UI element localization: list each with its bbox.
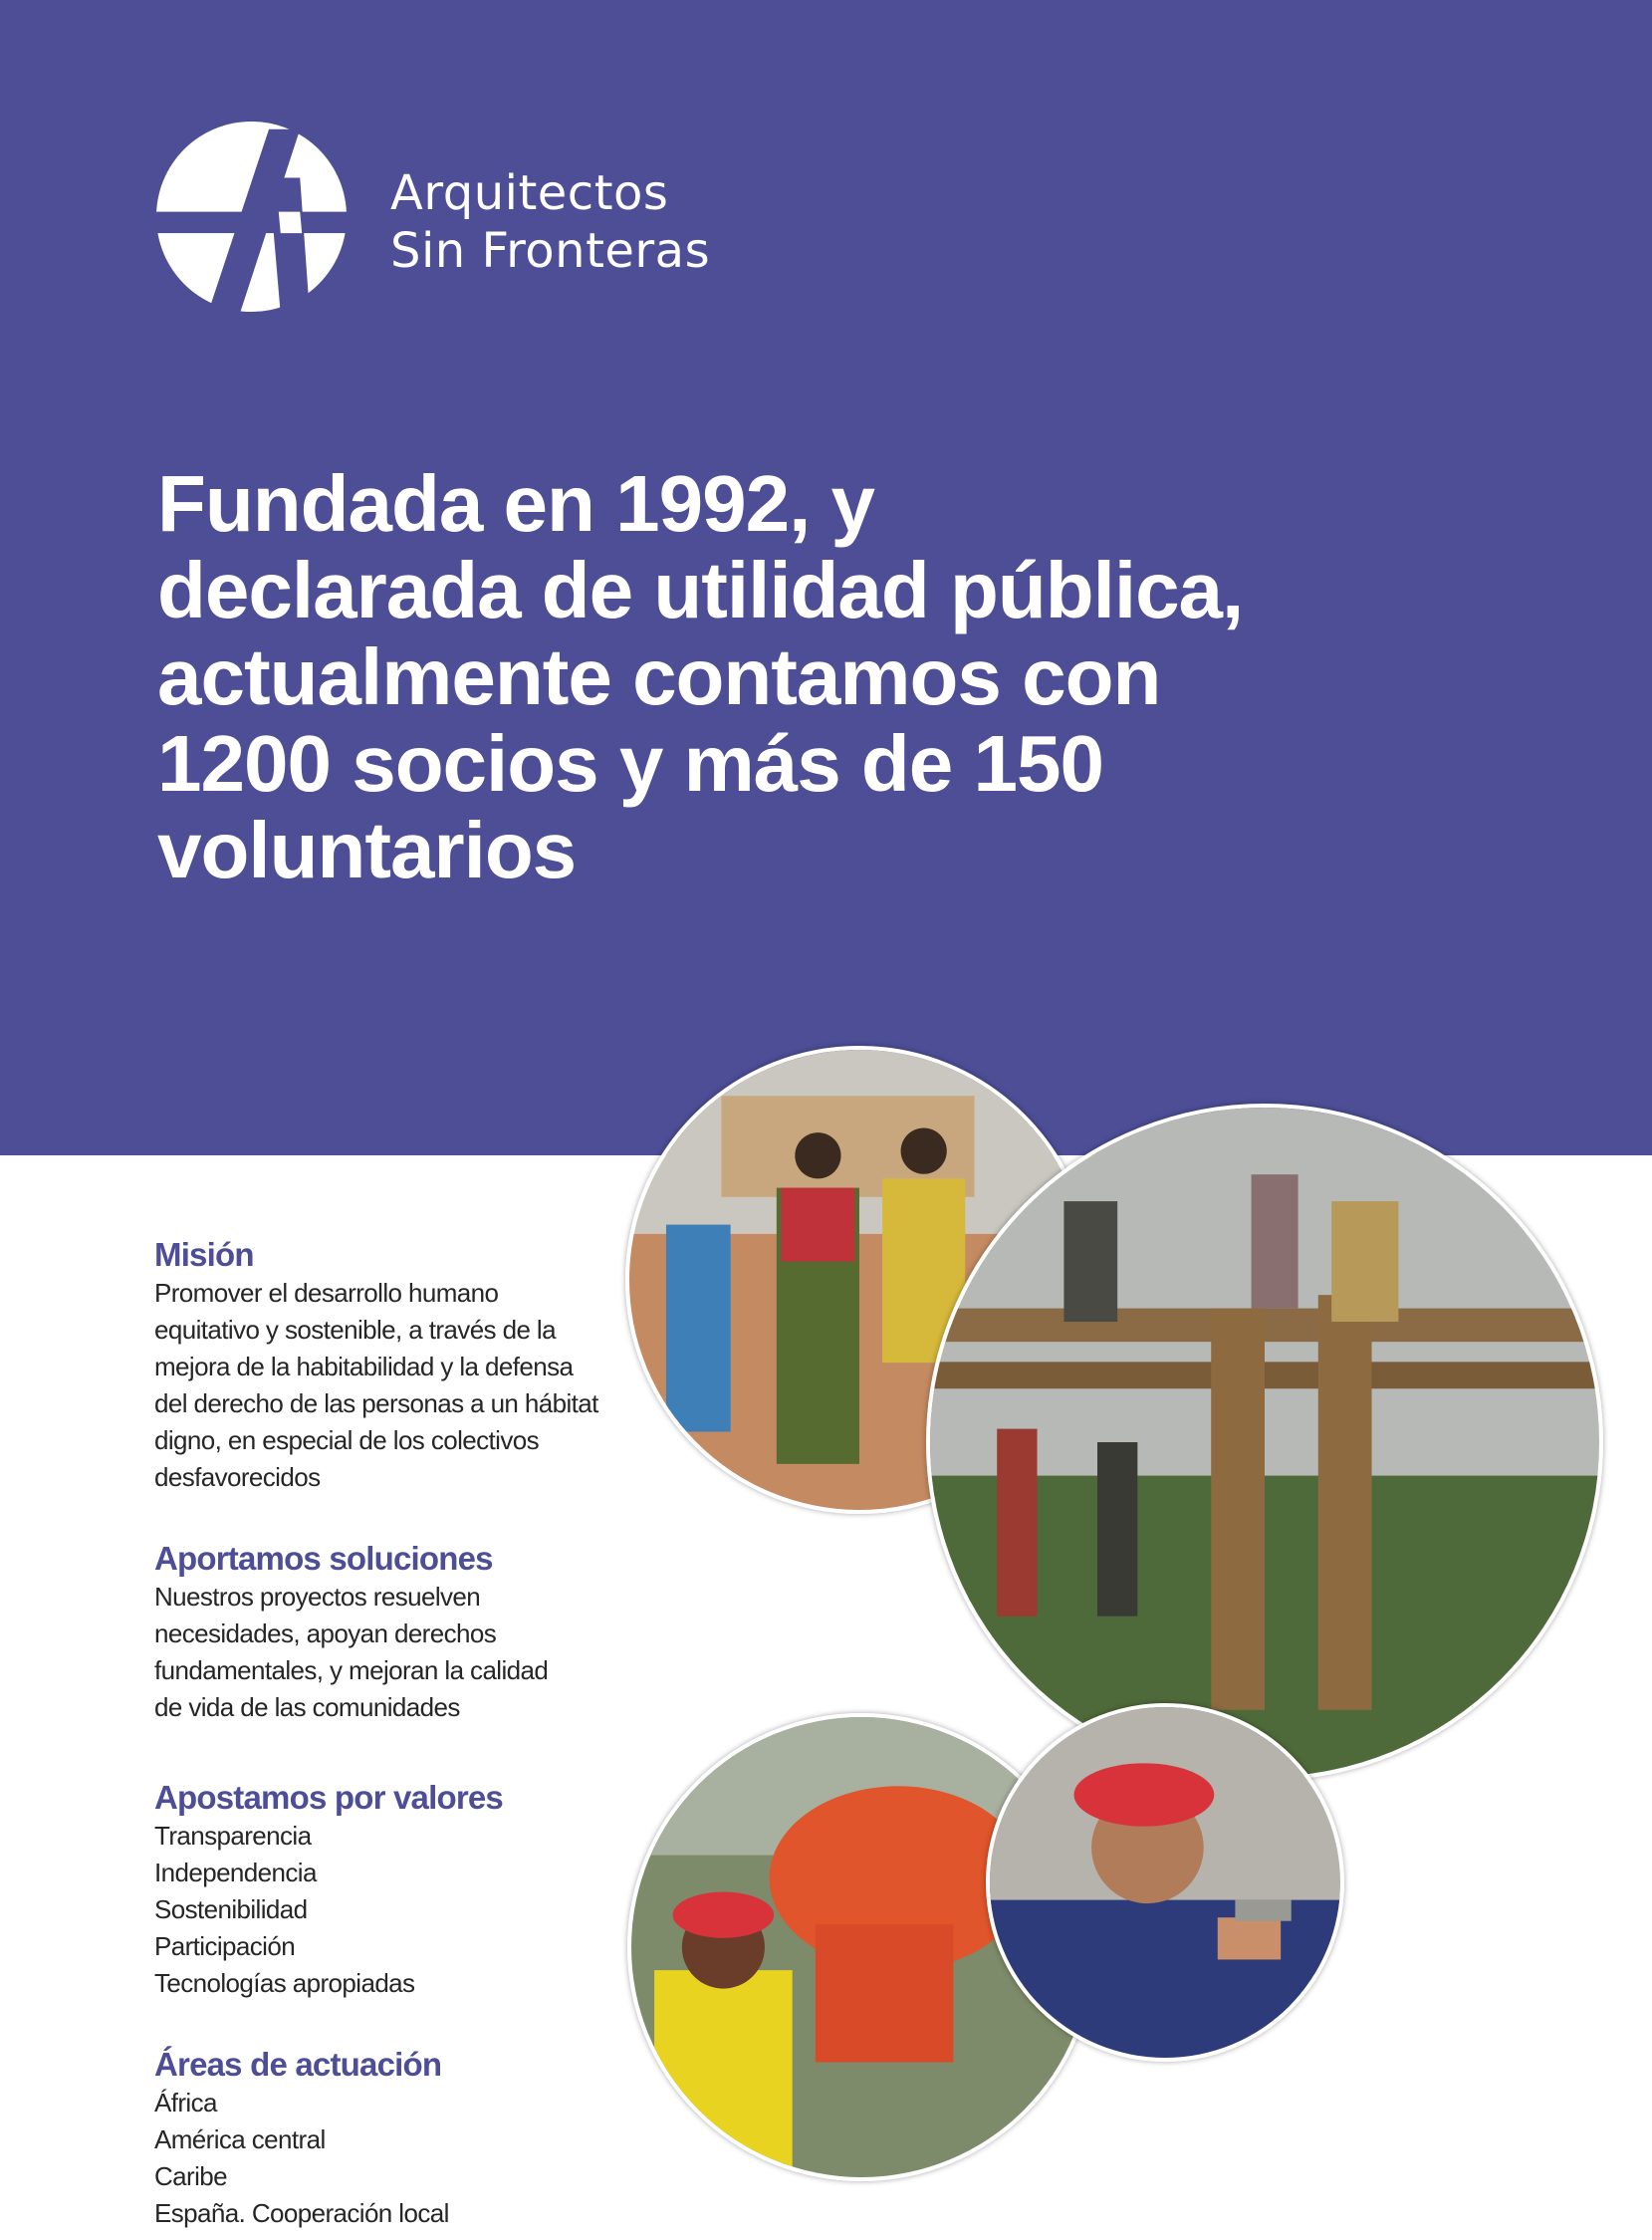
info-sections [154,1235,622,2232]
section-line: España. Cooperación local [154,2198,449,2228]
brand-name [390,164,710,280]
section-line: equitativo y sostenible, a través de la [154,1315,556,1345]
section-title: Áreas de actuación [154,2046,442,2083]
section-title: Apostamos por valores [154,1779,503,1816]
section-title: Misión [154,1236,254,1273]
headline [157,460,1601,893]
section-line: Promover el desarrollo humano [154,1278,499,1308]
section-body [154,1579,622,1726]
section-line: del derecho de las personas a un hábitat [154,1388,598,1418]
section-aportamos [154,1539,622,1778]
section-body [154,1275,622,1496]
headline-line: voluntarios [157,806,577,894]
section-valores [154,1778,622,2045]
section-line: Caribe [154,2161,227,2191]
section-mision [154,1235,622,1539]
section-line: Nuestros proyectos resuelven [154,1582,481,1612]
section-line: fundamentales, y mejoran la calidad [154,1655,549,1685]
brand-line-1: Arquitectos [390,165,669,221]
photo-construction-formwork [926,1104,1603,1781]
asf-logo-icon [154,120,349,314]
section-line: mejora de la habitabilidad y la defensa [154,1352,574,1381]
section-line: desfavorecidos [154,1462,321,1492]
section-line: Independencia [154,1858,317,1887]
section-line: Tecnologías apropiadas [154,1968,415,1998]
section-line: África [154,2088,217,2117]
section-line: Participación [154,1931,296,1961]
section-body [154,1818,622,2002]
section-title: Aportamos soluciones [154,1540,493,1577]
section-line: Transparencia [154,1821,312,1851]
section-areas [154,2045,622,2232]
headline-line: 1200 socios y más de 150 [157,719,1103,808]
section-line: de vida de las comunidades [154,1692,460,1722]
photo-plasterer [986,1703,1344,2062]
section-line: digno, en especial de los colectivos [154,1425,539,1455]
section-line: América central [154,2124,326,2154]
headline-line: actualmente contamos con [157,632,1161,721]
headline-line: declarada de utilidad pública, [157,546,1244,634]
section-body [154,2085,622,2232]
brand-line-2: Sin Fronteras [390,223,711,279]
section-line: necesidades, apoyan derechos [154,1618,497,1648]
section-line: Sostenibilidad [154,1894,308,1924]
headline-line: Fundada en 1992, y [157,459,875,548]
